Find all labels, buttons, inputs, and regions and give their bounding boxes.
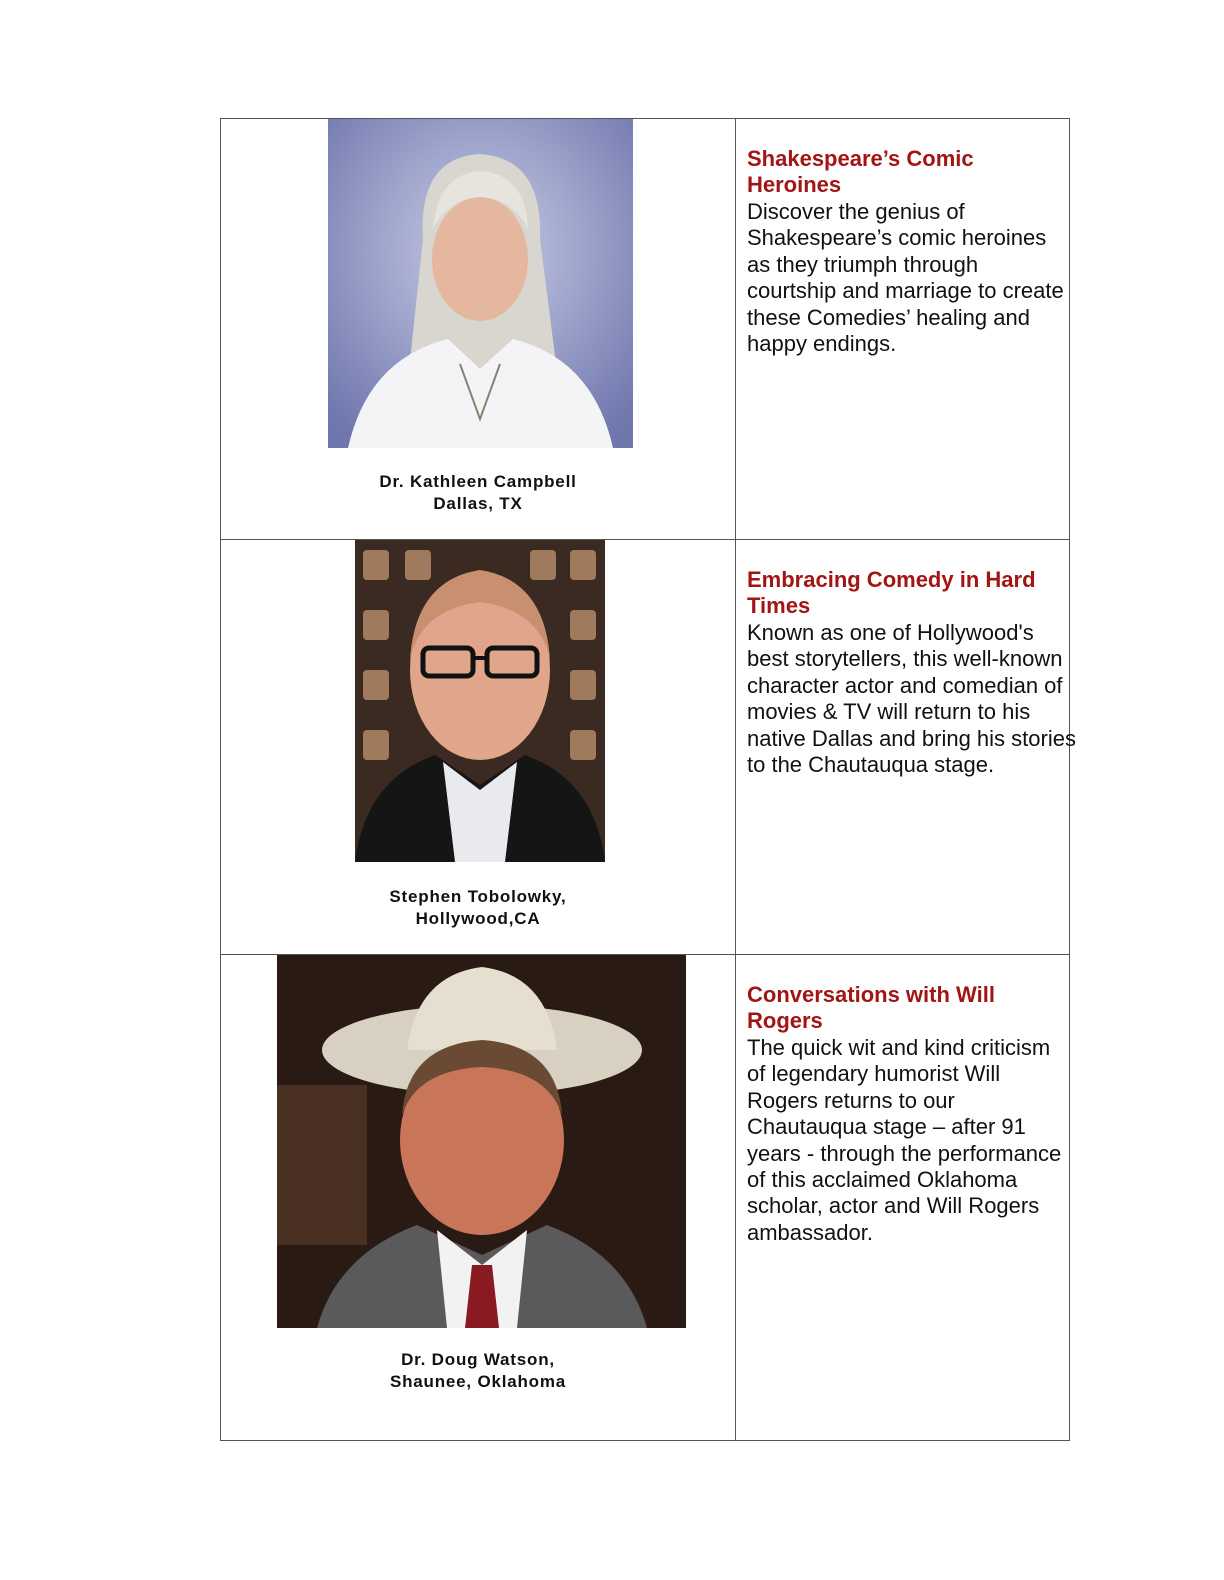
speaker-caption — [221, 886, 735, 930]
talk-title: Embracing Comedy in Hard Times — [747, 567, 1036, 618]
talk-description: The quick wit and kind criticism of legendary humorist Will Rogers returns to our Chautauqua stage – after 91 years - through the performance of this acclaimed Oklahoma scholar, actor and Will Rogers ambassador. — [747, 1035, 1062, 1245]
speaker-photo-cell — [221, 540, 736, 954]
speaker-caption — [221, 471, 735, 515]
speaker-row — [221, 119, 1069, 539]
speaker-table — [220, 118, 1076, 1441]
talk-description: Known as one of Hollywood's best storytellers, this well-known character actor and comedian of movies & TV will return to his native Dallas and bring his stories to the Chautauqua stage. — [747, 620, 1076, 778]
speaker-row — [221, 954, 1069, 1440]
talk-title: Shakespeare’s Comic Heroines — [747, 146, 974, 197]
speaker-location: Dallas, TX — [433, 494, 523, 513]
talk-cell — [736, 119, 1069, 539]
speaker-photo-cell — [221, 955, 736, 1440]
talk-cell — [736, 955, 1069, 1440]
speaker-photo-kathleen-campbell — [328, 119, 633, 448]
talk-cell — [736, 540, 1076, 954]
talk-title: Conversations with Will Rogers — [747, 982, 995, 1033]
speaker-name: Dr. Doug Watson, — [401, 1350, 555, 1369]
speaker-photo-cell — [221, 119, 736, 539]
speaker-caption — [221, 1349, 735, 1393]
speaker-photo-stephen-tobolowky — [355, 540, 605, 862]
speaker-photo-doug-watson — [277, 955, 686, 1328]
speaker-name: Dr. Kathleen Campbell — [379, 472, 577, 491]
speaker-location: Hollywood,CA — [415, 909, 541, 928]
speaker-name: Stephen Tobolowky, — [389, 887, 567, 906]
speaker-location: Shaunee, Oklahoma — [389, 1372, 567, 1391]
speaker-row — [221, 539, 1076, 954]
talk-description: Discover the genius of Shakespeare’s comic heroines as they triumph through courtship and marriage to create these Comedies’ healing and happy endings. — [747, 199, 1064, 357]
